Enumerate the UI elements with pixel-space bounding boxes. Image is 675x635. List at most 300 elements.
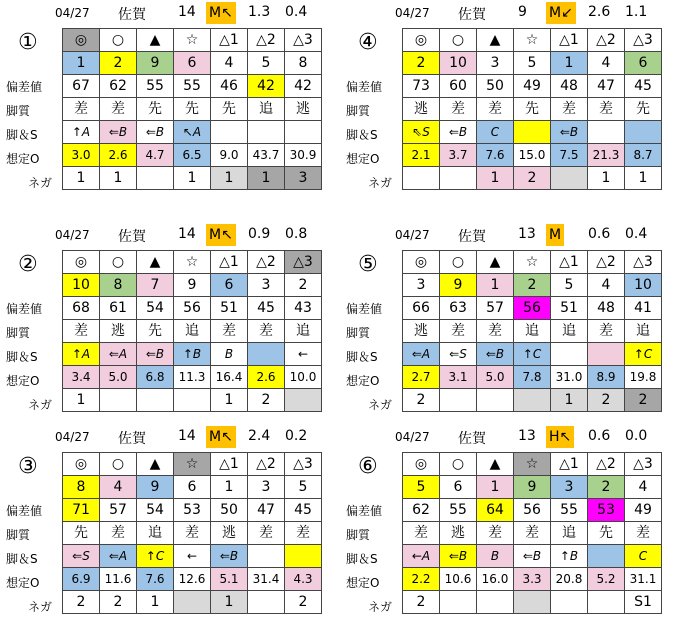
race-number: ⑥ (358, 454, 378, 479)
grid-cell: 63 (440, 297, 477, 320)
grid-row (403, 476, 662, 499)
header-date: 04/27 (55, 228, 90, 242)
row-label: 脚＆S (6, 350, 38, 364)
grid-cell: 1 (588, 167, 625, 190)
grid-cell: △1 (551, 251, 588, 274)
grid-cell: 2 (403, 591, 440, 614)
grid-cell: 5.2 (588, 568, 625, 591)
grid-cell: 9 (174, 274, 211, 297)
grid-cell: 30.9 (285, 144, 322, 167)
grid-cell: 2 (285, 274, 322, 297)
grid-cell: 差 (514, 522, 551, 545)
grid-cell: △1 (551, 29, 588, 52)
race-panel (0, 222, 335, 432)
race-number: ② (18, 252, 38, 277)
grid-cell: 5.0 (477, 366, 514, 389)
grid-cell: 8.9 (588, 366, 625, 389)
grid-cell: 2.6 (100, 144, 137, 167)
grid-cell: 47 (588, 75, 625, 98)
header-v2: 0.2 (285, 428, 308, 444)
horse-grid (402, 250, 662, 412)
grid-cell: 差 (403, 522, 440, 545)
header-v2: 0.0 (625, 428, 648, 444)
grid-cell: ○ (440, 251, 477, 274)
grid-cell: 先 (137, 320, 174, 343)
grid-cell: ⇐B (440, 121, 477, 144)
race-number: ① (18, 30, 38, 55)
header-venue: 佐賀 (118, 229, 146, 245)
grid-cell: 追 (248, 98, 285, 121)
grid-cell: 3.7 (440, 144, 477, 167)
horse-grid (62, 250, 322, 412)
grid-cell: 1 (211, 167, 248, 190)
header-field: 14 (178, 226, 196, 242)
grid-cell: 追 (551, 320, 588, 343)
grid-cell: 48 (551, 75, 588, 98)
grid-cell: 逃 (403, 98, 440, 121)
grid-row (63, 568, 322, 591)
grid-cell: 4 (588, 52, 625, 75)
grid-cell (588, 591, 625, 614)
row-label: 脚質 (6, 326, 31, 340)
grid-cell (285, 121, 322, 144)
panel-header (340, 424, 675, 450)
grid-cell (285, 389, 322, 412)
header-date: 04/27 (395, 228, 430, 242)
grid-cell: 追 (625, 320, 662, 343)
header-date: 04/27 (55, 6, 90, 20)
header-venue: 佐賀 (458, 229, 486, 245)
grid-cell: 51 (211, 297, 248, 320)
grid-cell (403, 167, 440, 190)
race-panel (0, 424, 335, 634)
header-mark: M↙ (546, 2, 576, 24)
grid-cell: ☆ (514, 251, 551, 274)
grid-cell: 1 (248, 167, 285, 190)
grid-cell: △1 (211, 453, 248, 476)
grid-cell: 差 (551, 98, 588, 121)
grid-cell: 55 (137, 75, 174, 98)
grid-cell: 12.6 (174, 568, 211, 591)
grid-cell: 1 (477, 167, 514, 190)
grid-cell (551, 591, 588, 614)
grid-cell: B (211, 343, 248, 366)
grid-cell: ← (174, 545, 211, 568)
grid-cell: 1 (551, 52, 588, 75)
grid-row (63, 251, 322, 274)
grid-row (403, 274, 662, 297)
grid-cell: 2 (63, 591, 100, 614)
grid-cell: 7 (137, 274, 174, 297)
header-v2: 0.4 (625, 226, 648, 242)
grid-cell: 11.6 (100, 568, 137, 591)
grid-cell: 差 (440, 320, 477, 343)
grid-row (63, 144, 322, 167)
grid-cell: 差 (285, 522, 322, 545)
grid-cell: 1 (211, 591, 248, 614)
grid-cell: △2 (588, 251, 625, 274)
row-label: ネガ (368, 600, 393, 614)
grid-cell: 68 (63, 297, 100, 320)
grid-cell: 9 (137, 476, 174, 499)
grid-cell: 56 (514, 297, 551, 320)
grid-cell (285, 545, 322, 568)
grid-row (403, 499, 662, 522)
grid-cell: 2 (588, 389, 625, 412)
row-label: 偏差値 (346, 504, 383, 518)
grid-cell: ⇐S (440, 343, 477, 366)
grid-cell: 6 (174, 476, 211, 499)
grid-cell: 73 (403, 75, 440, 98)
grid-cell: 4.7 (137, 144, 174, 167)
grid-cell: 3.4 (63, 366, 100, 389)
grid-cell: △2 (248, 453, 285, 476)
header-v1: 0.9 (248, 226, 271, 242)
grid-cell: B (477, 545, 514, 568)
grid-cell: 差 (248, 522, 285, 545)
grid-cell: 2 (514, 274, 551, 297)
grid-cell (440, 167, 477, 190)
grid-cell: 45 (625, 75, 662, 98)
grid-cell (588, 545, 625, 568)
grid-cell: 8 (63, 476, 100, 499)
grid-cell: ⇐B (211, 545, 248, 568)
grid-cell: 20.8 (551, 568, 588, 591)
header-field: 13 (518, 226, 536, 242)
grid-cell (137, 389, 174, 412)
grid-cell (248, 591, 285, 614)
grid-cell: 3 (551, 476, 588, 499)
grid-cell: 差 (588, 98, 625, 121)
grid-cell: 1 (477, 476, 514, 499)
grid-cell: 2 (625, 389, 662, 412)
grid-cell: ⇐A (403, 343, 440, 366)
grid-cell: ▲ (477, 251, 514, 274)
row-label: ネガ (28, 600, 53, 614)
grid-row (403, 297, 662, 320)
grid-cell: S1 (625, 591, 662, 614)
grid-cell: 差 (174, 522, 211, 545)
grid-cell (477, 389, 514, 412)
grid-cell: 54 (137, 297, 174, 320)
grid-cell: ☆ (174, 251, 211, 274)
row-label: 偏差値 (346, 80, 383, 94)
grid-cell: 62 (100, 75, 137, 98)
grid-cell: 6 (211, 274, 248, 297)
grid-row (63, 545, 322, 568)
panel-header (340, 0, 675, 26)
grid-row (403, 251, 662, 274)
grid-cell: ◎ (403, 29, 440, 52)
race-panel (340, 424, 675, 634)
header-mark: H↖ (546, 426, 574, 448)
grid-cell: 10 (440, 52, 477, 75)
grid-cell: 49 (514, 75, 551, 98)
grid-cell: 2 (285, 591, 322, 614)
grid-cell: 追 (514, 320, 551, 343)
grid-cell: 1 (551, 389, 588, 412)
grid-cell: 先 (588, 522, 625, 545)
grid-cell: 42 (285, 75, 322, 98)
grid-row (403, 343, 662, 366)
horse-grid (402, 452, 662, 614)
grid-cell: 1 (477, 274, 514, 297)
grid-cell: 67 (63, 75, 100, 98)
grid-cell: 50 (477, 75, 514, 98)
row-label: 想定O (346, 576, 380, 590)
grid-cell: ○ (100, 453, 137, 476)
grid-cell: 1 (63, 389, 100, 412)
row-label: 脚＆S (6, 552, 38, 566)
grid-cell: ←A (403, 545, 440, 568)
grid-row (63, 98, 322, 121)
header-v1: 2.4 (248, 428, 271, 444)
grid-cell (551, 167, 588, 190)
grid-cell: 差 (477, 522, 514, 545)
grid-cell: ○ (440, 453, 477, 476)
grid-cell: 55 (174, 75, 211, 98)
grid-cell: 2.2 (403, 568, 440, 591)
grid-cell: 追 (285, 320, 322, 343)
grid-cell: 追 (174, 320, 211, 343)
grid-cell: ← (285, 343, 322, 366)
grid-cell: ↑A (63, 343, 100, 366)
grid-cell: 差 (625, 522, 662, 545)
row-label: 想定O (6, 374, 40, 388)
grid-cell: ○ (100, 251, 137, 274)
grid-cell: ⇐A (100, 343, 137, 366)
grid-cell: ▲ (137, 453, 174, 476)
grid-cell: ○ (440, 29, 477, 52)
row-label: ネガ (28, 398, 53, 412)
grid-cell: 追 (551, 522, 588, 545)
grid-row (63, 343, 322, 366)
header-mark: M↖ (206, 224, 236, 246)
grid-row (403, 522, 662, 545)
grid-cell: 42 (248, 75, 285, 98)
grid-cell: 2 (588, 476, 625, 499)
grid-cell: 6 (174, 52, 211, 75)
grid-cell (625, 121, 662, 144)
grid-cell: ◎ (403, 453, 440, 476)
grid-cell: 7.6 (137, 568, 174, 591)
row-label: 脚質 (346, 528, 371, 542)
grid-cell: 差 (211, 320, 248, 343)
grid-cell: 43 (285, 297, 322, 320)
grid-cell: 2 (403, 52, 440, 75)
grid-cell: 差 (248, 320, 285, 343)
grid-cell (551, 343, 588, 366)
grid-cell: 差 (63, 98, 100, 121)
row-label: 想定O (346, 152, 380, 166)
grid-cell: 4 (588, 274, 625, 297)
grid-cell: 31.4 (248, 568, 285, 591)
grid-cell: 9 (440, 274, 477, 297)
grid-cell: ▲ (477, 29, 514, 52)
grid-row (403, 98, 662, 121)
grid-cell: 16.0 (477, 568, 514, 591)
grid-cell: 8 (100, 274, 137, 297)
grid-cell: 差 (440, 98, 477, 121)
grid-cell: 8 (285, 52, 322, 75)
grid-cell: 逃 (211, 522, 248, 545)
grid-cell: 10 (63, 274, 100, 297)
grid-cell: 7.8 (514, 366, 551, 389)
grid-cell: 57 (477, 297, 514, 320)
grid-cell: 6 (440, 476, 477, 499)
grid-cell: 10.6 (440, 568, 477, 591)
grid-cell: 先 (63, 522, 100, 545)
grid-cell (174, 591, 211, 614)
grid-row (403, 144, 662, 167)
header-field: 13 (518, 428, 536, 444)
header-venue: 佐賀 (118, 7, 146, 23)
grid-row (63, 366, 322, 389)
header-v1: 2.6 (588, 4, 611, 20)
grid-cell: ↑C (625, 343, 662, 366)
header-v1: 0.6 (588, 226, 611, 242)
grid-cell: 先 (625, 98, 662, 121)
grid-cell: 先 (137, 98, 174, 121)
grid-cell: △3 (285, 453, 322, 476)
grid-cell: 1 (137, 591, 174, 614)
grid-cell: ⇐B (137, 121, 174, 144)
grid-cell: ⇐B (100, 121, 137, 144)
grid-row (403, 591, 662, 614)
grid-cell: 差 (100, 98, 137, 121)
grid-cell (100, 389, 137, 412)
grid-cell: △1 (551, 453, 588, 476)
grid-row (403, 75, 662, 98)
grid-cell: ⇐B (514, 545, 551, 568)
panel-header (340, 222, 675, 248)
grid-cell: 1 (625, 167, 662, 190)
grid-cell: 4 (625, 476, 662, 499)
grid-cell: 先 (211, 98, 248, 121)
header-mark: M (546, 224, 564, 246)
grid-cell: 1 (174, 167, 211, 190)
grid-row (63, 297, 322, 320)
grid-cell: 差 (477, 98, 514, 121)
grid-row (403, 320, 662, 343)
grid-cell: ◎ (63, 251, 100, 274)
grid-row (63, 274, 322, 297)
grid-row (63, 522, 322, 545)
grid-cell: 4 (100, 476, 137, 499)
grid-cell: 9 (137, 52, 174, 75)
grid-cell: 1 (100, 167, 137, 190)
grid-cell: 3 (248, 476, 285, 499)
grid-cell (477, 591, 514, 614)
header-venue: 佐賀 (458, 431, 486, 447)
grid-cell (514, 591, 551, 614)
grid-row (63, 52, 322, 75)
grid-row (63, 453, 322, 476)
race-number: ⑤ (358, 252, 378, 277)
grid-cell: △2 (248, 251, 285, 274)
grid-row (63, 476, 322, 499)
grid-cell (514, 389, 551, 412)
row-label: 脚＆S (346, 128, 378, 142)
header-date: 04/27 (395, 6, 430, 20)
header-v2: 1.1 (625, 4, 648, 20)
row-label: 脚＆S (346, 350, 378, 364)
grid-cell: 64 (477, 499, 514, 522)
grid-cell: 71 (63, 499, 100, 522)
grid-cell: 3.3 (514, 568, 551, 591)
row-label: 偏差値 (6, 504, 43, 518)
grid-cell (440, 389, 477, 412)
grid-row (403, 29, 662, 52)
race-panel (340, 0, 675, 210)
grid-cell: 9.0 (211, 144, 248, 167)
grid-cell: 31.1 (625, 568, 662, 591)
grid-row (403, 52, 662, 75)
grid-cell: △3 (625, 251, 662, 274)
grid-cell: 15.0 (514, 144, 551, 167)
grid-cell: ▲ (137, 29, 174, 52)
grid-cell: 5 (248, 52, 285, 75)
grid-cell: 56 (174, 297, 211, 320)
grid-cell (588, 343, 625, 366)
grid-cell: 47 (248, 499, 285, 522)
grid-cell: ☆ (174, 29, 211, 52)
grid-cell: 43.7 (248, 144, 285, 167)
grid-cell: △1 (211, 251, 248, 274)
grid-row (63, 320, 322, 343)
grid-cell (514, 121, 551, 144)
row-label: 偏差値 (346, 302, 383, 316)
grid-cell: 6.5 (174, 144, 211, 167)
grid-cell: 差 (63, 320, 100, 343)
header-field: 14 (178, 4, 196, 20)
grid-cell: 10 (625, 274, 662, 297)
grid-cell: 6.8 (137, 366, 174, 389)
grid-cell: 2 (514, 167, 551, 190)
grid-cell: C (477, 121, 514, 144)
grid-cell: 3 (403, 274, 440, 297)
row-label: 脚＆S (6, 128, 38, 142)
grid-cell: 2.6 (248, 366, 285, 389)
header-mark: M↖ (206, 426, 236, 448)
grid-cell (248, 343, 285, 366)
grid-cell: C (625, 545, 662, 568)
grid-cell: 16.4 (211, 366, 248, 389)
grid-cell: 53 (174, 499, 211, 522)
grid-row (63, 499, 322, 522)
grid-cell: 41 (625, 297, 662, 320)
grid-cell: 53 (588, 499, 625, 522)
grid-cell: △2 (588, 29, 625, 52)
grid-cell: 3.1 (440, 366, 477, 389)
grid-cell: 逃 (403, 320, 440, 343)
header-v2: 0.4 (285, 4, 308, 20)
grid-cell: ⇐B (551, 121, 588, 144)
grid-cell: △2 (588, 453, 625, 476)
row-label: ネガ (368, 398, 393, 412)
grid-cell: 56 (514, 499, 551, 522)
grid-row (403, 366, 662, 389)
grid-row (63, 121, 322, 144)
grid-cell: 5 (285, 476, 322, 499)
grid-cell: 49 (625, 499, 662, 522)
grid-cell: ⇐B (440, 545, 477, 568)
grid-cell: 2 (100, 52, 137, 75)
grid-cell: 6 (625, 52, 662, 75)
panel-header (0, 222, 335, 248)
grid-cell: ⇐B (137, 343, 174, 366)
grid-cell: 3 (477, 52, 514, 75)
